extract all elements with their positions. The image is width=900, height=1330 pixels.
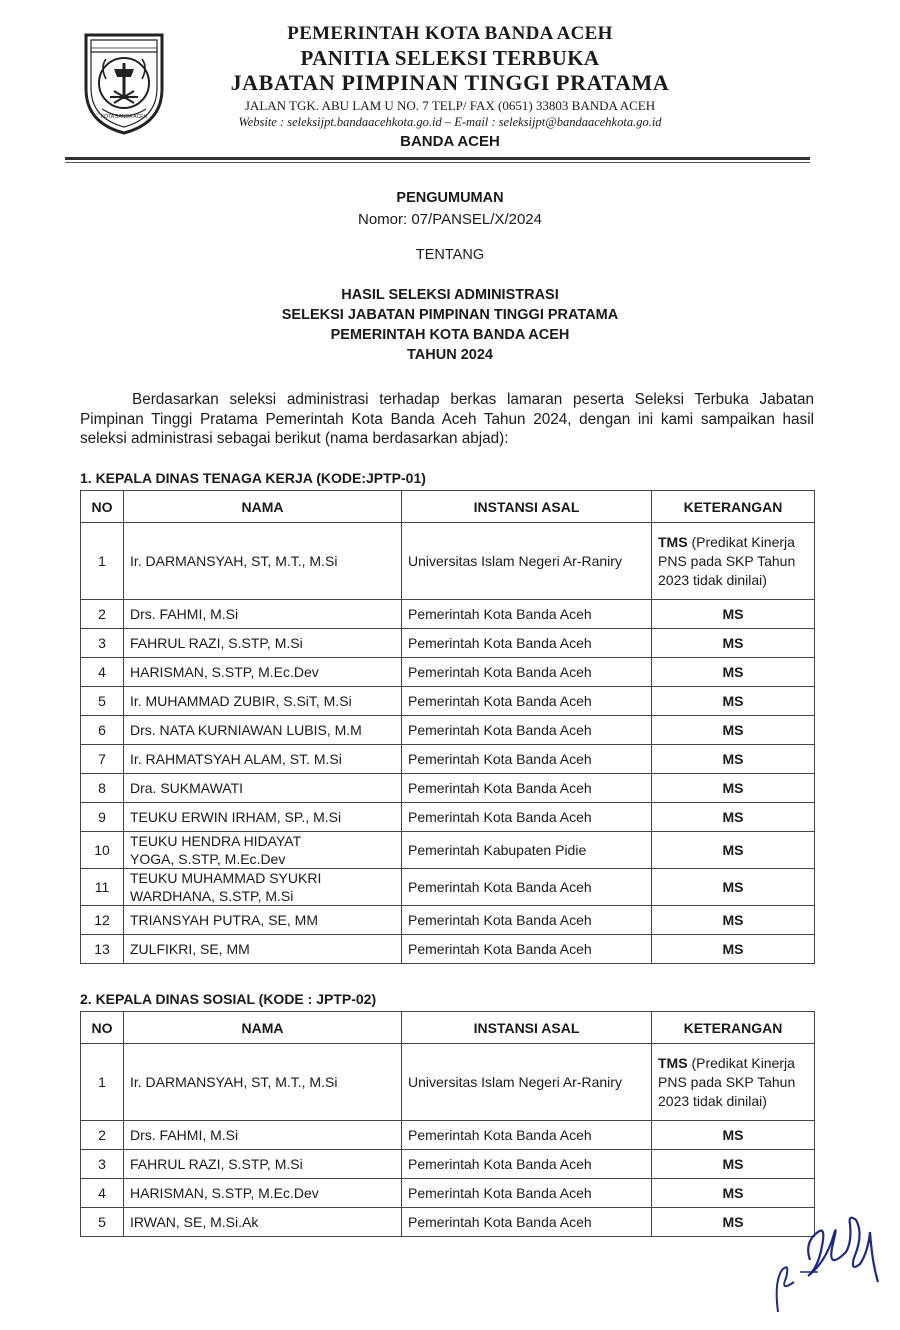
row-origin: Pemerintah Kota Banda Aceh (402, 774, 652, 803)
row-name-line: YOGA, S.STP, M.Ec.Dev (130, 851, 286, 867)
table-row (81, 869, 815, 906)
row-origin: Pemerintah Kota Banda Aceh (402, 1208, 652, 1237)
row-number: 3 (81, 629, 124, 658)
row-origin: Pemerintah Kota Banda Aceh (402, 687, 652, 716)
row-name: Dra. SUKMAWATI (124, 774, 402, 803)
row-number: 10 (81, 832, 124, 869)
row-origin: Pemerintah Kota Banda Aceh (402, 745, 652, 774)
row-name-line: WARDHANA, S.STP, M.Si (130, 888, 294, 904)
col-no: NO (81, 1012, 124, 1044)
row-note: MS (652, 1179, 815, 1208)
row-note: MS (652, 935, 815, 964)
row-origin: Pemerintah Kota Banda Aceh (402, 1150, 652, 1179)
row-note (652, 523, 815, 600)
col-name: NAMA (124, 1012, 402, 1044)
row-number: 5 (81, 687, 124, 716)
row-name: FAHRUL RAZI, S.STP, M.Si (124, 1150, 402, 1179)
row-note: MS (652, 803, 815, 832)
row-origin: Pemerintah Kota Banda Aceh (402, 1121, 652, 1150)
row-origin: Pemerintah Kota Banda Aceh (402, 803, 652, 832)
row-note: MS (652, 745, 815, 774)
row-name: Ir. MUHAMMAD ZUBIR, S.SiT, M.Si (124, 687, 402, 716)
row-number: 9 (81, 803, 124, 832)
row-origin: Pemerintah Kota Banda Aceh (402, 629, 652, 658)
col-origin: INSTANSI ASAL (402, 1012, 652, 1044)
table-row (81, 687, 815, 716)
row-number: 6 (81, 716, 124, 745)
row-name-line: TEUKU MUHAMMAD SYUKRI (130, 870, 322, 886)
row-note: MS (652, 716, 815, 745)
letterhead-line-1: PEMERINTAH KOTA BANDA ACEH (287, 23, 613, 44)
table-header-row (81, 491, 815, 523)
table-row (81, 1121, 815, 1150)
table-row (81, 1208, 815, 1237)
subject-line: TAHUN 2024 (407, 347, 493, 363)
section-title-jptp-02: 2. KEPALA DINAS SOSIAL (KODE : JPTP-02) (80, 991, 377, 1007)
row-name: FAHRUL RAZI, S.STP, M.Si (124, 629, 402, 658)
row-note (652, 1044, 815, 1121)
row-name: Ir. RAHMATSYAH ALAM, ST. M.Si (124, 745, 402, 774)
row-name-line: TEUKU HENDRA HIDAYAT (130, 833, 302, 849)
table-row (81, 906, 815, 935)
row-note: MS (652, 1208, 815, 1237)
table-row (81, 629, 815, 658)
row-name (124, 869, 402, 906)
row-name: Ir. DARMANSYAH, ST, M.T., M.Si (124, 523, 402, 600)
announcement-about: TENTANG (415, 247, 485, 263)
table-row (81, 523, 815, 600)
row-name: Drs. FAHMI, M.Si (124, 600, 402, 629)
handwritten-signature (760, 1212, 885, 1317)
row-number: 7 (81, 745, 124, 774)
row-number: 4 (81, 658, 124, 687)
announcement-heading: PENGUMUMAN (396, 190, 504, 206)
table-row (81, 803, 815, 832)
col-note: KETERANGAN (652, 491, 815, 523)
row-number: 3 (81, 1150, 124, 1179)
row-name: TRIANSYAH PUTRA, SE, MM (124, 906, 402, 935)
row-note-detail: (Predikat Kinerja PNS pada SKP Tahun 2023 tidak dinilai) (658, 533, 796, 588)
intro-paragraph: Berdasarkan seleksi administrasi terhadap berkas lamaran peserta Seleksi Terbuka Jabatan Pimpinan Tinggi Pratama Pemerintah Kota Banda Aceh Tahun 2024, dengan ini kami sampaikan hasil seleksi administrasi sebagai berikut (nama berdasarkan abjad): (80, 391, 814, 447)
row-origin: Pemerintah Kota Banda Aceh (402, 935, 652, 964)
subject-line: HASIL SELEKSI ADMINISTRASI (341, 287, 559, 303)
row-name: Drs. FAHMI, M.Si (124, 1121, 402, 1150)
row-origin: Pemerintah Kota Banda Aceh (402, 869, 652, 906)
row-number: 4 (81, 1179, 124, 1208)
row-note: MS (652, 906, 815, 935)
row-note: MS (652, 658, 815, 687)
row-number: 5 (81, 1208, 124, 1237)
row-name: HARISMAN, S.STP, M.Ec.Dev (124, 1179, 402, 1208)
row-name: HARISMAN, S.STP, M.Ec.Dev (124, 658, 402, 687)
row-number: 11 (81, 869, 124, 906)
results-table-jptp-02 (80, 1011, 815, 1237)
announcement-number: Nomor: 07/PANSEL/X/2024 (358, 211, 542, 228)
row-name: Drs. NATA KURNIAWAN LUBIS, M.M (124, 716, 402, 745)
row-origin: Pemerintah Kabupaten Pidie (402, 832, 652, 869)
row-origin: Universitas Islam Negeri Ar-Raniry (402, 1044, 652, 1121)
results-table-jptp-01 (80, 490, 815, 964)
table-body (81, 523, 815, 964)
row-origin: Pemerintah Kota Banda Aceh (402, 658, 652, 687)
table-header-row (81, 1012, 815, 1044)
announcement-subject (0, 285, 900, 365)
table-row (81, 1179, 815, 1208)
row-name: Ir. DARMANSYAH, ST, M.T., M.Si (124, 1044, 402, 1121)
row-number: 8 (81, 774, 124, 803)
svg-text:KOTA BANDA ACEH: KOTA BANDA ACEH (100, 114, 148, 120)
row-name (124, 832, 402, 869)
table-row (81, 1044, 815, 1121)
subject-line: SELEKSI JABATAN PIMPINAN TINGGI PRATAMA (281, 307, 619, 323)
row-origin: Pemerintah Kota Banda Aceh (402, 1179, 652, 1208)
col-no: NO (81, 491, 124, 523)
row-note-detail: (Predikat Kinerja PNS pada SKP Tahun 2023 tidak dinilai) (658, 1054, 796, 1109)
row-number: 2 (81, 1121, 124, 1150)
col-note: KETERANGAN (652, 1012, 815, 1044)
letterhead-city: BANDA ACEH (400, 133, 500, 150)
row-note: MS (652, 1150, 815, 1179)
row-note: MS (652, 629, 815, 658)
row-note-status: TMS (658, 1054, 688, 1071)
row-note: MS (652, 1121, 815, 1150)
row-note-status: TMS (658, 533, 688, 550)
col-origin: INSTANSI ASAL (402, 491, 652, 523)
row-origin: Pemerintah Kota Banda Aceh (402, 600, 652, 629)
table-row (81, 832, 815, 869)
row-note: MS (652, 869, 815, 906)
row-number: 1 (81, 1044, 124, 1121)
table-row (81, 1150, 815, 1179)
table-row (81, 774, 815, 803)
letterhead-line-3: JABATAN PIMPINAN TINGGI PRATAMA (230, 70, 670, 95)
letterhead-address: JALAN TGK. ABU LAM U NO. 7 TELP/ FAX (0651) 33803 BANDA ACEH (244, 98, 656, 113)
row-number: 13 (81, 935, 124, 964)
table-body (81, 1044, 815, 1237)
row-note: MS (652, 600, 815, 629)
subject-line: PEMERINTAH KOTA BANDA ACEH (330, 327, 570, 343)
city-emblem-logo (78, 27, 170, 137)
row-number: 12 (81, 906, 124, 935)
header-divider (65, 157, 810, 160)
table-row (81, 935, 815, 964)
table-row (81, 716, 815, 745)
row-origin: Pemerintah Kota Banda Aceh (402, 716, 652, 745)
letterhead-line-2: PANITIA SELEKSI TERBUKA (300, 46, 600, 70)
row-name: TEUKU ERWIN IRHAM, SP., M.Si (124, 803, 402, 832)
row-number: 2 (81, 600, 124, 629)
row-name: ZULFIKRI, SE, MM (124, 935, 402, 964)
row-number: 1 (81, 523, 124, 600)
table-row (81, 600, 815, 629)
row-note: MS (652, 774, 815, 803)
col-name: NAMA (124, 491, 402, 523)
row-origin: Pemerintah Kota Banda Aceh (402, 906, 652, 935)
row-origin: Universitas Islam Negeri Ar-Raniry (402, 523, 652, 600)
row-name: IRWAN, SE, M.Si.Ak (124, 1208, 402, 1237)
section-title-jptp-01: 1. KEPALA DINAS TENAGA KERJA (KODE:JPTP-01) (80, 470, 426, 486)
table-row (81, 658, 815, 687)
row-note: MS (652, 832, 815, 869)
table-row (81, 745, 815, 774)
letterhead (180, 22, 720, 130)
letterhead-website: Website : seleksijpt.bandaacehkota.go.id – E-mail : seleksijpt@bandaacehkota.go.id (238, 115, 662, 129)
header-divider-thin (65, 162, 810, 163)
row-note: MS (652, 687, 815, 716)
